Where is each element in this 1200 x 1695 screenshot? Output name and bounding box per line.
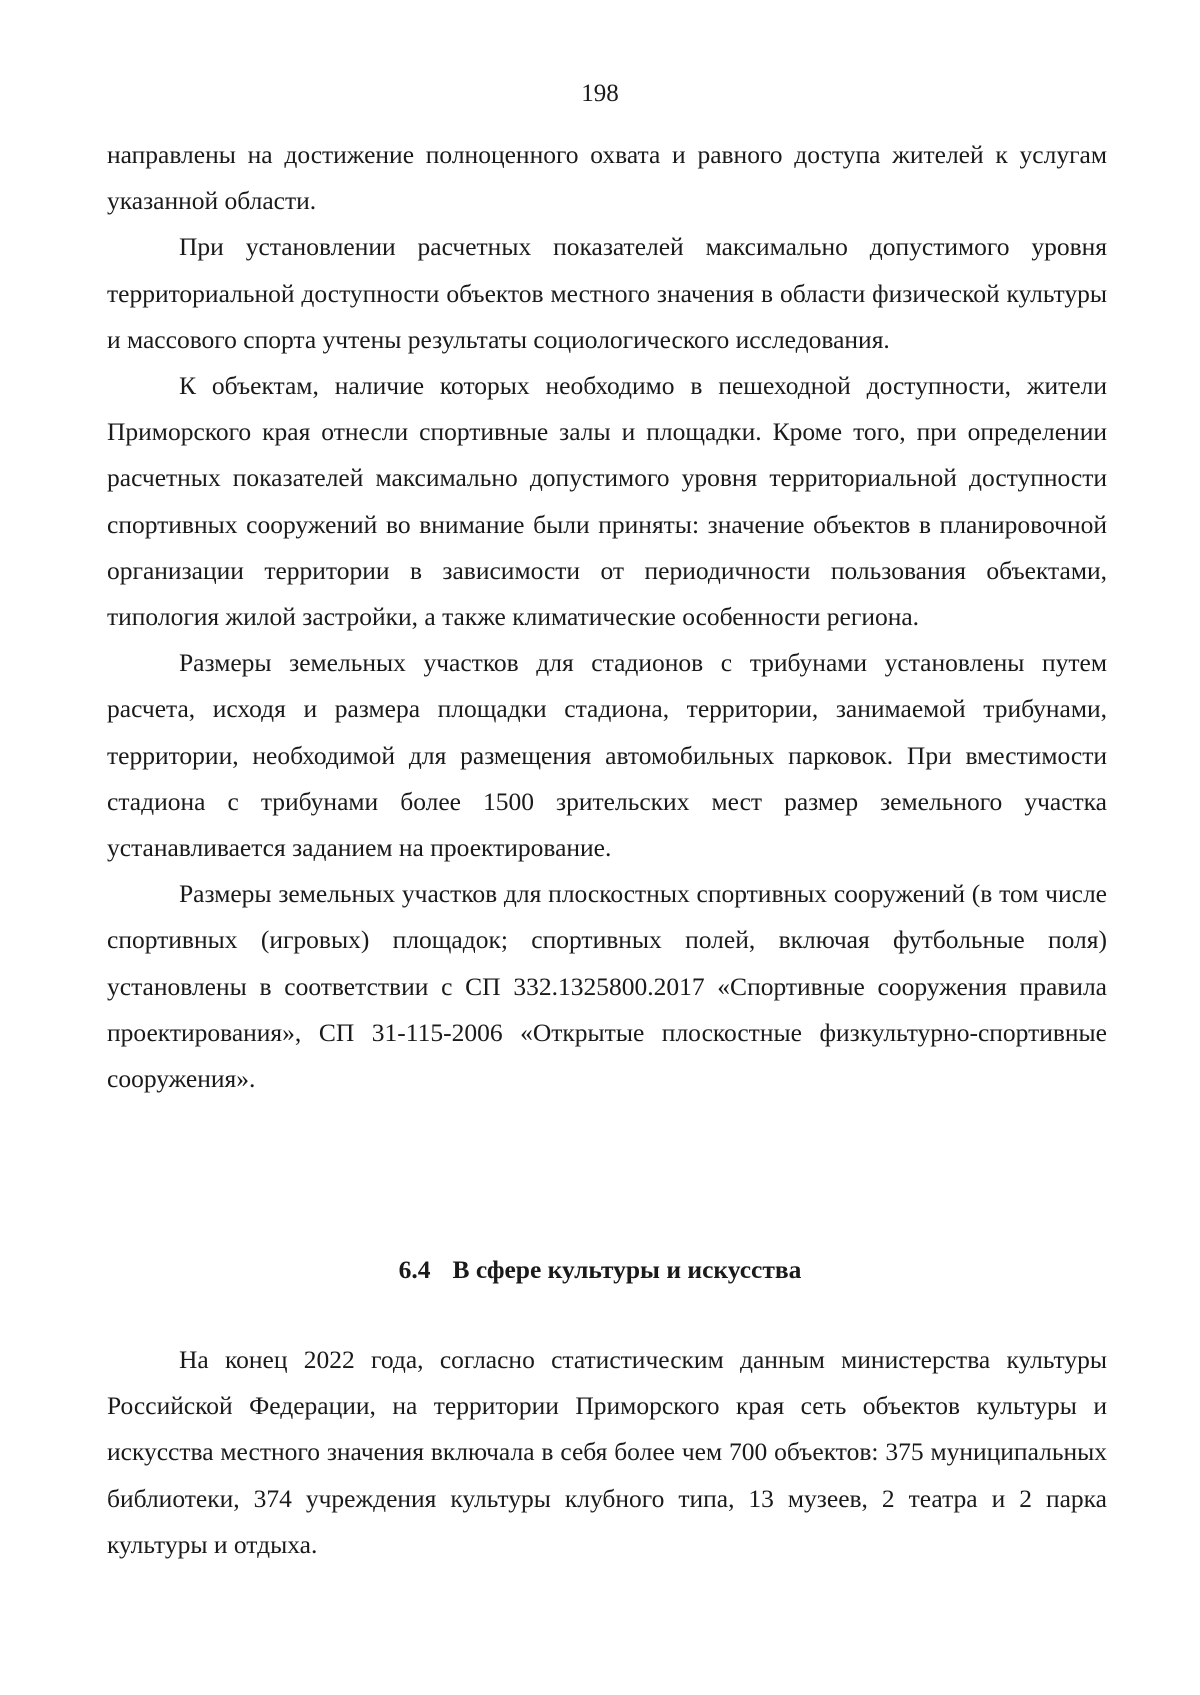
- paragraph-culture-network: На конец 2022 года, согласно статистическим данным министерства культуры Российской Федерации, на территории Приморского края сеть объектов культуры и искусства местного значения включала в себя более чем 700 объектов: 375 муниципальных библиотеки, 374 учреждения культуры клубного типа, 13 музеев, 2 театра и 2 парка культуры и отдыха.: [107, 1345, 1107, 1559]
- section-heading: [0, 1252, 1200, 1288]
- paragraph-flat-sports-facilities: Размеры земельных участков для плоскостных спортивных сооружений (в том числе спортивных (игровых) площадок; спортивных полей, включая футбольные поля) установлены в соответствии с СП 332.1325800.2017 «Спортивные сооружения правила проектирования», СП 31-115-2006 «Открытые плоскостные физкультурно-спортивные сооружения».: [107, 879, 1107, 1094]
- paragraph-sport-indicators: При установлении расчетных показателей максимально допустимого уровня территориальной доступности объектов местного значения в области физической культуры и массового спорта учтены результаты социологического исследования.: [107, 232, 1107, 354]
- paragraph-stadium-plots: Размеры земельных участков для стадионов с трибунами установлены путем расчета, исходя и размера площадки стадиона, территории, занимаемой трибунами, территории, необходимой для размещения автомобильных парковок. При вместимости стадиона с трибунами более 1500 зрительских мест размер земельного участка устанавливается заданием на проектирование.: [107, 648, 1107, 863]
- body-text-upper: [107, 132, 1107, 1102]
- paragraph-walking-distance: К объектам, наличие которых необходимо в пешеходной доступности, жители Приморского края отнесли спортивные залы и площадки. Кроме того, при определении расчетных показателей максимально допустимого уровня территориальной доступности спортивных сооружений во внимание были приняты: значение объектов в планировочной организации территории в зависимости от периодичности пользования объектами, типология жилой застройки, а также климатические особенности региона.: [107, 371, 1107, 632]
- paragraph-continuation: направлены на достижение полноценного охвата и равного доступа жителей к услугам указанной области.: [107, 140, 1107, 216]
- section-title: В сфере культуры и искусства: [452, 1255, 802, 1284]
- body-text-lower: [107, 1337, 1107, 1568]
- section-number: 6.4: [398, 1255, 431, 1284]
- page-number: 198: [581, 80, 619, 107]
